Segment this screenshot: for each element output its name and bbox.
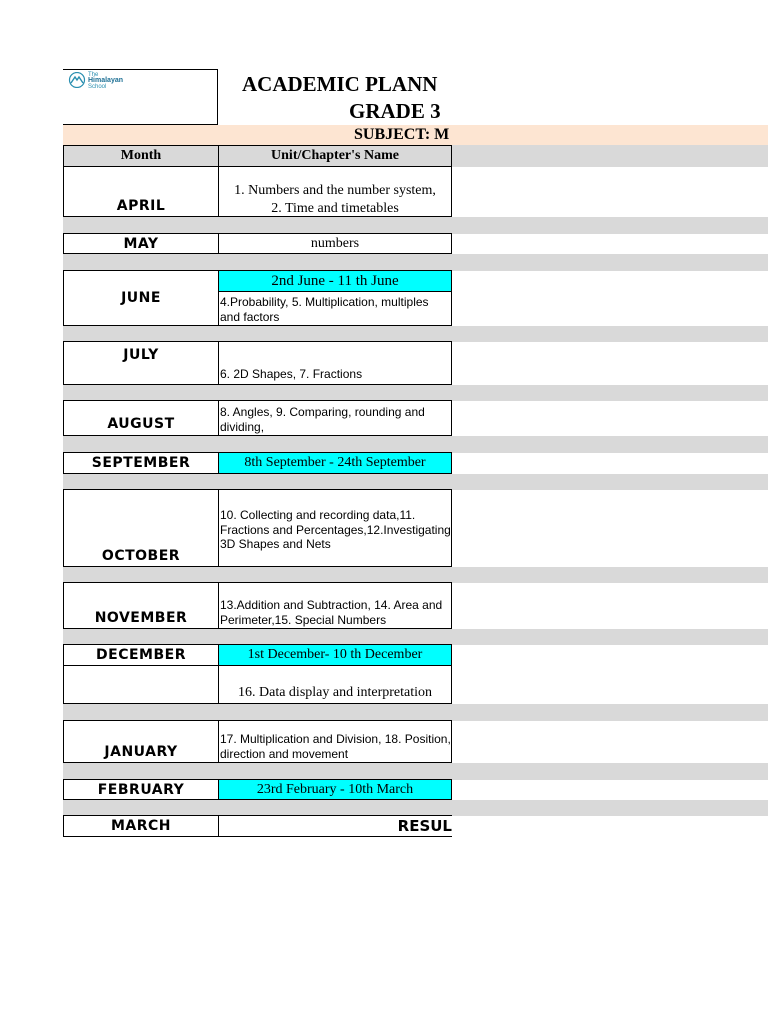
separator-band bbox=[63, 385, 768, 401]
month-august: AUGUST bbox=[63, 400, 219, 436]
separator-band bbox=[63, 567, 768, 583]
month-may: MAY bbox=[63, 233, 219, 254]
separator-band bbox=[63, 217, 768, 234]
exam-dates-june: 2nd June - 11 th June bbox=[218, 270, 452, 292]
mountain-logo-icon bbox=[68, 72, 86, 88]
subject-title: SUBJECT: M bbox=[354, 126, 450, 143]
grade-title: GRADE 3 bbox=[349, 99, 441, 123]
logo-line1: The bbox=[88, 72, 99, 78]
month-december: DECEMBER bbox=[63, 644, 219, 666]
month-october: OCTOBER bbox=[63, 489, 219, 567]
separator-band bbox=[63, 763, 768, 780]
unit-april-line1: 1. Numbers and the number system, bbox=[234, 183, 436, 198]
month-july: JULY bbox=[63, 341, 219, 385]
separator-band bbox=[63, 474, 768, 490]
separator-band bbox=[63, 704, 768, 721]
month-november: NOVEMBER bbox=[63, 582, 219, 629]
separator-band bbox=[63, 436, 768, 453]
column-header-unit: Unit/Chapter's Name bbox=[218, 145, 452, 167]
page-title: ACADEMIC PLANN bbox=[242, 72, 438, 96]
unit-june: 4.Probability, 5. Multiplication, multiples and factors bbox=[218, 291, 452, 326]
unit-august: 8. Angles, 9. Comparing, rounding and dividing, bbox=[218, 400, 452, 436]
unit-october: 10. Collecting and recording data,11. Fractions and Percentages,12.Investigating 3D Shapes and Nets bbox=[218, 489, 452, 567]
separator-band bbox=[63, 629, 768, 645]
month-march: MARCH bbox=[63, 815, 219, 837]
month-february: FEBRUARY bbox=[63, 779, 219, 800]
unit-november: 13.Addition and Subtraction, 14. Area and Perimeter,15. Special Numbers bbox=[218, 582, 452, 629]
school-logo bbox=[68, 72, 123, 90]
unit-may: numbers bbox=[218, 233, 452, 254]
header-band bbox=[452, 145, 768, 167]
separator-band bbox=[63, 800, 768, 816]
logo-line3: School bbox=[88, 84, 107, 90]
unit-april-line2: 2. Time and timetables bbox=[271, 201, 399, 216]
unit-december: 16. Data display and interpretation bbox=[218, 665, 452, 704]
month-september: SEPTEMBER bbox=[63, 452, 219, 474]
month-december-blank bbox=[63, 665, 219, 704]
separator-band bbox=[63, 254, 768, 271]
logo-line2: Himalayan bbox=[88, 77, 124, 84]
logo-box bbox=[63, 69, 218, 125]
exam-dates-september: 8th September - 24th September bbox=[218, 452, 452, 474]
month-june: JUNE bbox=[63, 270, 219, 326]
month-april: APRIL bbox=[63, 166, 219, 217]
unit-july: 6. 2D Shapes, 7. Fractions bbox=[218, 341, 452, 385]
column-header-month: Month bbox=[63, 145, 219, 167]
unit-march-result: RESUL bbox=[218, 815, 452, 837]
separator-band bbox=[63, 326, 768, 342]
exam-dates-february: 23rd February - 10th March bbox=[218, 779, 452, 800]
unit-january: 17. Multiplication and Division, 18. Position, direction and movement bbox=[218, 720, 452, 763]
exam-dates-december: 1st December- 10 th December bbox=[218, 644, 452, 666]
month-january: JANUARY bbox=[63, 720, 219, 763]
unit-april bbox=[218, 166, 452, 217]
